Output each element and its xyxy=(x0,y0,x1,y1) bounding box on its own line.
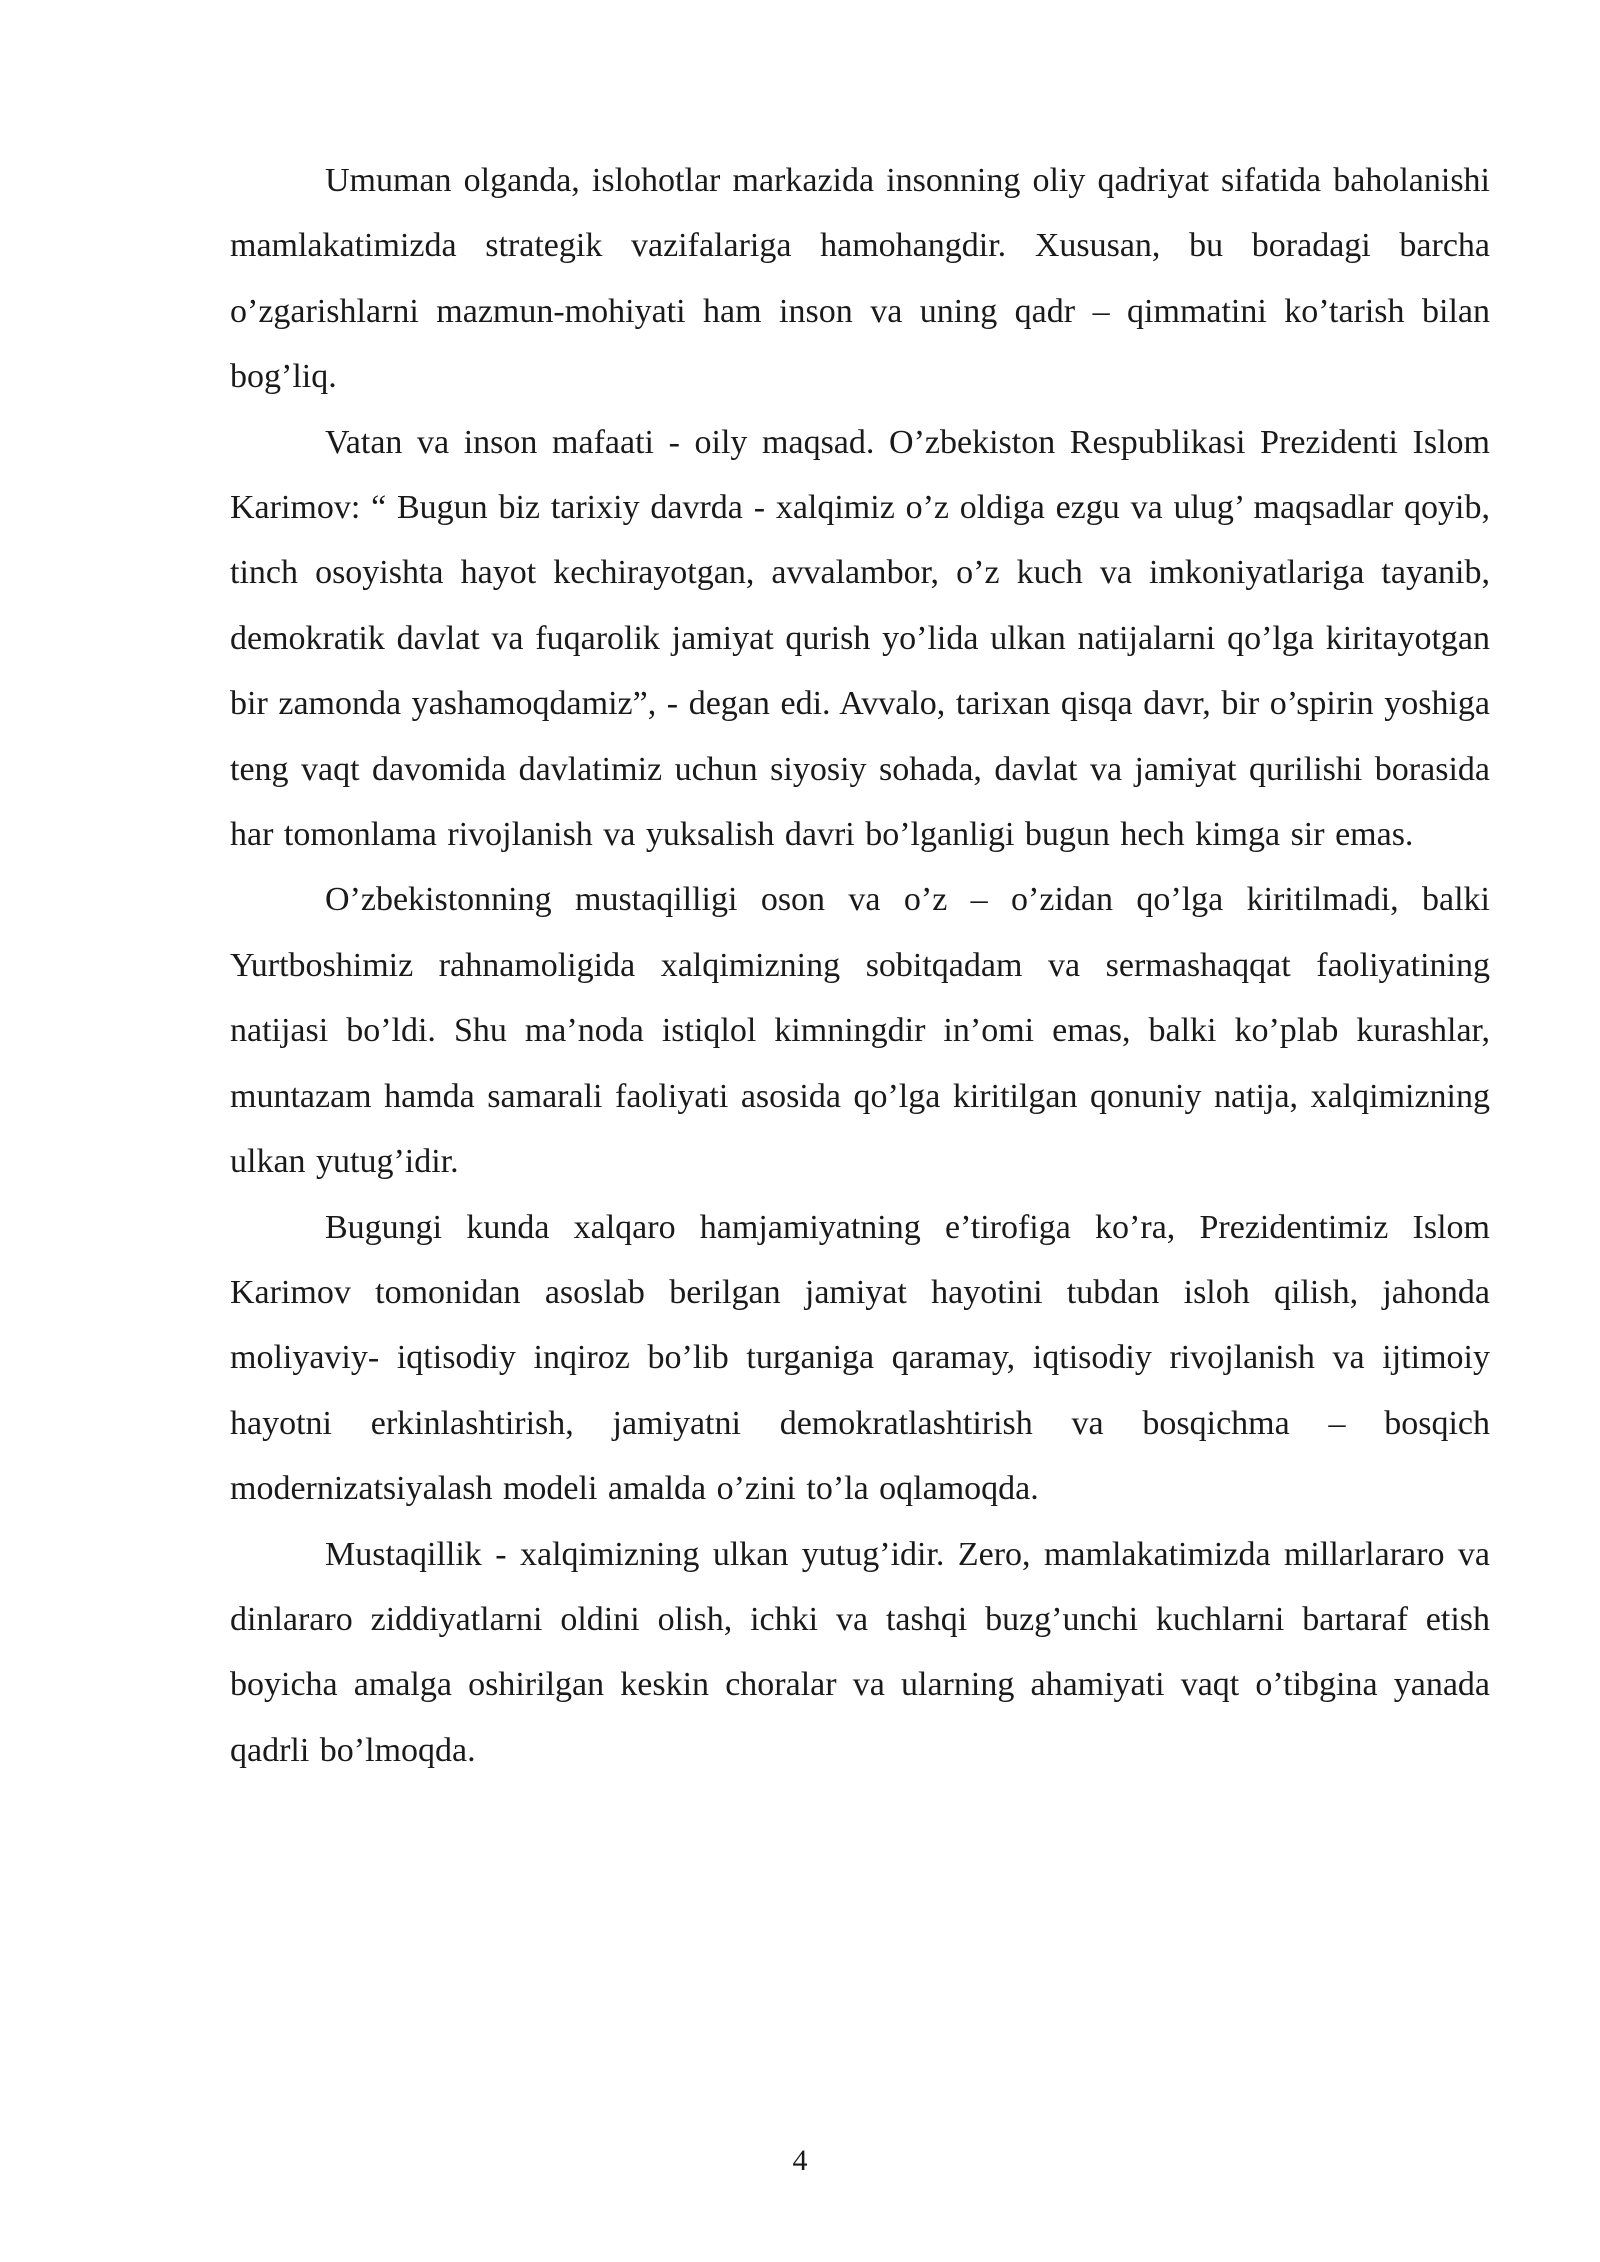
page-number: 4 xyxy=(792,2144,808,2177)
paragraph: Mustaqillik - xalqimizning ulkan yutug’idir. Zero, mamlakatimizda millarlararo va dinlararo ziddiyatlarni oldini olish, ichki va tashqi buzg’unchi kuchlarni bartaraf etish boyicha amalga oshirilgan keskin choralar va ularning ahamiyati vaqt o’tibgina yanada qadrli bo’lmoqda. xyxy=(230,1535,1490,1769)
paragraph: O’zbekistonning mustaqilligi oson va o’z – o’zidan qo’lga kiritilmadi, balki Yurtboshimiz rahnamoligida xalqimizning sobitqadam va sermashaqqat faoliyatining natijasi bo’ldi. Shu ma’noda istiqlol kimningdir in’omi emas, balki ko’plab kurashlar, muntazam hamda samarali faoliyati asosida qo’lga kiritilgan qonuniy natija, xalqimizning ulkan yutug’idir. xyxy=(230,881,1490,1181)
paragraph: Bugungi kunda xalqaro hamjamiyatning e’tirofiga ko’ra, Prezidentimiz Islom Karimov tomonidan asoslab berilgan jamiyat hayotini tubdan isloh qilish, jahonda moliyaviy- iqtisodiy inqiroz bo’lib turganiga qaramay, iqtisodiy rivojlanish va ijtimoiy hayotni erkinlashtirish, jamiyatni demokratlashtirish va bosqichma – bosqich modernizatsiyalash modeli amalda o’zini to’la oqlamoqda. xyxy=(230,1208,1490,1508)
paragraph: Umuman olganda, islohotlar markazida insonning oliy qadriyat sifatida baholanishi mamlakatimizda strategik vazifalariga hamohangdir. Xususan, bu boradagi barcha o’zgarishlarni mazmun-mohiyati ham inson va uning qadr – qimmatini ko’tarish bilan bog’liq. xyxy=(230,162,1490,396)
document-body xyxy=(230,148,1490,1783)
paragraph: Vatan va inson mafaati - oily maqsad. O’zbekiston Respublikasi Prezidenti Islom Karimov: “ Bugun biz tarixiy davrda - xalqimiz o’z oldiga ezgu va ulug’ maqsadlar qoyib, tinch osoyishta hayot kechirayotgan, avvalambor, o’z kuch va imkoniyatlariga tayanib, demokratik davlat va fuqarolik jamiyat qurish yo’lida ulkan natijalarni qo’lga kiritayotgan bir zamonda yashamoqdamiz”, - degan edi. Avvalo, tarixan qisqa davr, bir o’spirin yoshiga teng vaqt davomida davlatimiz uchun siyosiy sohada, davlat va jamiyat qurilishi borasida har tomonlama rivojlanish va yuksalish davri bo’lganligi bugun hech kimga sir emas. xyxy=(230,423,1490,854)
